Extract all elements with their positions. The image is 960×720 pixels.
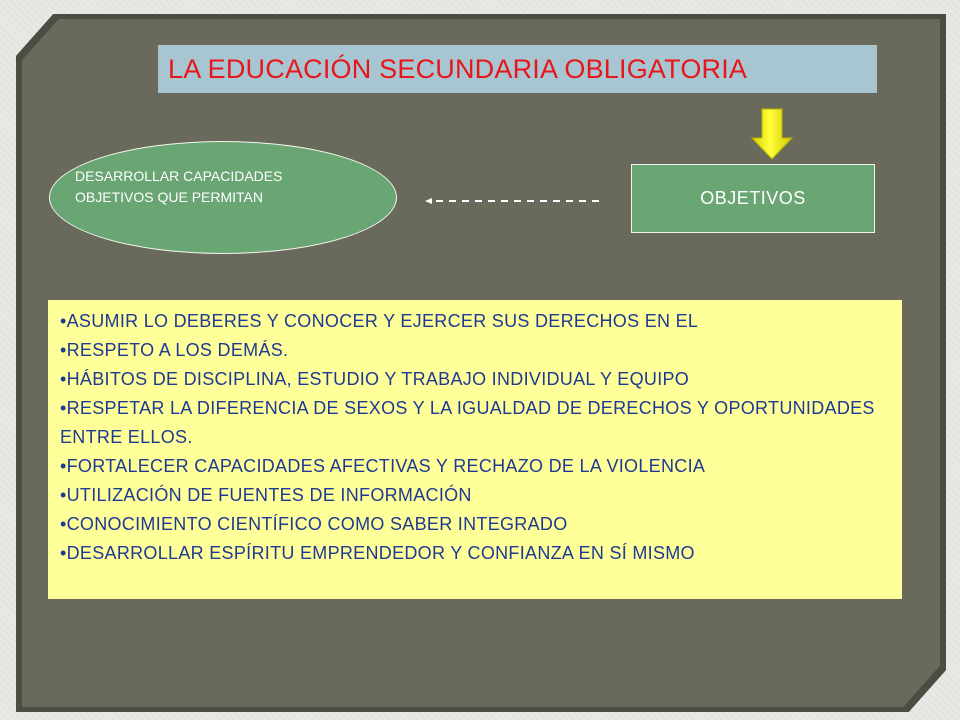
list-item: • CONOCIMIENTO CIENTÍFICO COMO SABER INTEGRADO [60,510,902,539]
ellipse-line-2: OBJETIVOS QUE PERMITAN [75,189,263,205]
list-item: • HÁBITOS DE DISCIPLINA, ESTUDIO Y TRABAJO INDIVIDUAL Y EQUIPO [60,365,902,394]
objectives-label: OBJETIVOS [700,188,806,208]
ellipse-text [75,166,375,208]
objectives-list [60,307,902,568]
objectives-list-box [48,300,902,599]
dashed-arrow-left-icon [424,193,600,209]
ellipse-line-1: DESARROLLAR CAPACIDADES [75,168,283,184]
list-item: • RESPETAR LA DIFERENCIA DE SEXOS Y LA IGUALDAD DE DERECHOS Y OPORTUNIDADES ENTRE ELLOS. [60,394,902,452]
list-item: • ASUMIR LO DEBERES Y CONOCER Y EJERCER SUS DERECHOS EN EL [60,307,902,336]
page-title: LA EDUCACIÓN SECUNDARIA OBLIGATORIA [168,53,748,84]
list-item: • DESARROLLAR ESPÍRITU EMPRENDEDOR Y CONFIANZA EN SÍ MISMO [60,539,902,568]
list-item: • FORTALECER CAPACIDADES AFECTIVAS Y RECHAZO DE LA VIOLENCIA [60,452,902,481]
block-arrow-down-icon [751,108,793,160]
list-item: • RESPETO A LOS DEMÁS. [60,336,902,365]
objectives-box [631,164,875,233]
list-item: • UTILIZACIÓN DE FUENTES DE INFORMACIÓN [60,481,902,510]
title-box [158,45,877,93]
